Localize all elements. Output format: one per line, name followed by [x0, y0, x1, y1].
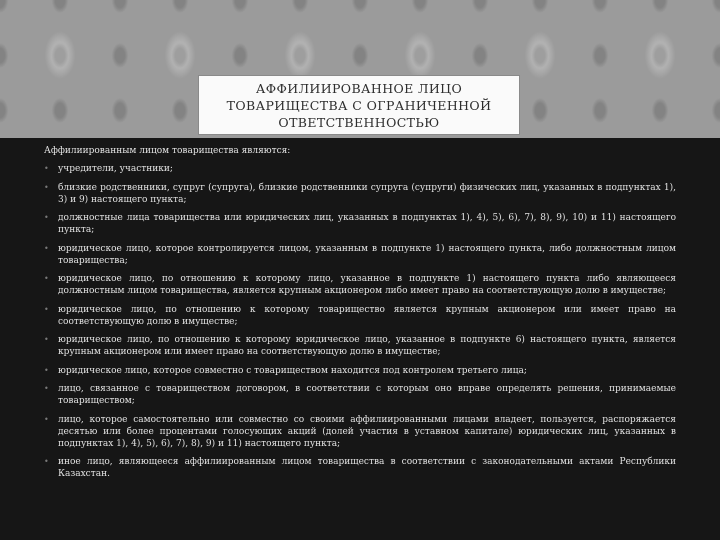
- list-item-text: лицо, которое самостоятельно или совместно со своими аффилиированными лицами владеет, пользуется, распоряжается десятью или более процентами голосующих акций (долей участия в уставном капитале) юридических лиц, указанных в подпунктах 1), 4), 5), 6), 7), 8), 9) и 11) настоящего пункта;: [58, 414, 676, 449]
- bullet-icon: •: [44, 243, 49, 253]
- list-item: [44, 365, 676, 377]
- list-item: [44, 414, 676, 450]
- list-item: [44, 273, 676, 297]
- bullet-icon: •: [44, 274, 49, 283]
- bullet-icon: •: [44, 384, 49, 393]
- list-item: [44, 243, 676, 267]
- slide-title-line-3: ОТВЕТСТВЕННОСТЬЮ: [278, 114, 440, 130]
- slide-title-line-1: АФФИЛИИРОВАННОЕ ЛИЦО: [255, 80, 463, 96]
- bullet-icon: •: [44, 335, 49, 344]
- list-item-text: юридическое лицо, по отношению к которому товарищество является крупным акционером или имеет право на соответствующую долю в имуществе;: [58, 304, 676, 327]
- list-item-text: юридическое лицо, по отношению к которому лицо, указанное в подпункте 1) настоящего пункта либо являющееся должностным лицом товарищества, является крупным акционером либо имеет право на соответствующую долю в имуществе;: [58, 274, 676, 296]
- list-item: [44, 163, 676, 175]
- intro-text: Аффилиированным лицом товарищества являются:: [44, 146, 291, 156]
- list-item-text: юридическое лицо, по отношению к которому юридическое лицо, указанное в подпункте 6) настоящего пункта, является крупным акционером или имеет право на соответствующую долю в имуществе;: [58, 335, 676, 357]
- list-item-text: близкие родственники, супруг (супруга), близкие родственники супруга (супруги) физических лиц, указанных в подпунктах 1), 3) и 9) настоящего пункта;: [58, 182, 676, 205]
- list-item: [44, 334, 676, 358]
- bullet-icon: •: [44, 213, 49, 222]
- list-item-text: иное лицо, являющееся аффилиированным лицом товарищества в соответствии с законодательными актами Республики Казахстан.: [58, 457, 676, 479]
- slide-body: [44, 145, 676, 487]
- list-item-text: учредители, участники;: [58, 164, 173, 174]
- slide-title-line-2: ТОВАРИЩЕСТВА С ОГРАНИЧЕННОЙ: [226, 97, 492, 113]
- list-item-text: юридическое лицо, которое совместно с товариществом находится под контролем третьего лица;: [58, 365, 527, 376]
- bullet-icon: •: [44, 414, 49, 424]
- slide-title-box: [198, 75, 520, 135]
- list-item: [44, 212, 676, 236]
- list-item: [44, 182, 676, 206]
- bullet-icon: •: [44, 365, 49, 375]
- list-item-text: должностные лица товарищества или юридических лиц, указанных в подпунктах 1), 4), 5), 6), 7), 8), 9), 10) и 11) настоящего пункта;: [58, 213, 676, 235]
- bullet-icon: •: [44, 457, 49, 466]
- list-item-text: юридическое лицо, которое контролируется лицом, указанным в подпункте 1) настоящего пункта, либо должностным лицом товарищества;: [58, 243, 676, 266]
- bullet-icon: •: [44, 164, 49, 173]
- list-item: [44, 304, 676, 328]
- list-item-text: лицо, связанное с товариществом договором, в соответствии с которым оно вправе определять решения, принимаемые товариществом;: [58, 384, 676, 406]
- bullet-icon: •: [44, 304, 49, 314]
- affiliate-list: [44, 163, 676, 480]
- list-item: [44, 383, 676, 407]
- list-item: [44, 456, 676, 480]
- bullet-icon: •: [44, 182, 49, 192]
